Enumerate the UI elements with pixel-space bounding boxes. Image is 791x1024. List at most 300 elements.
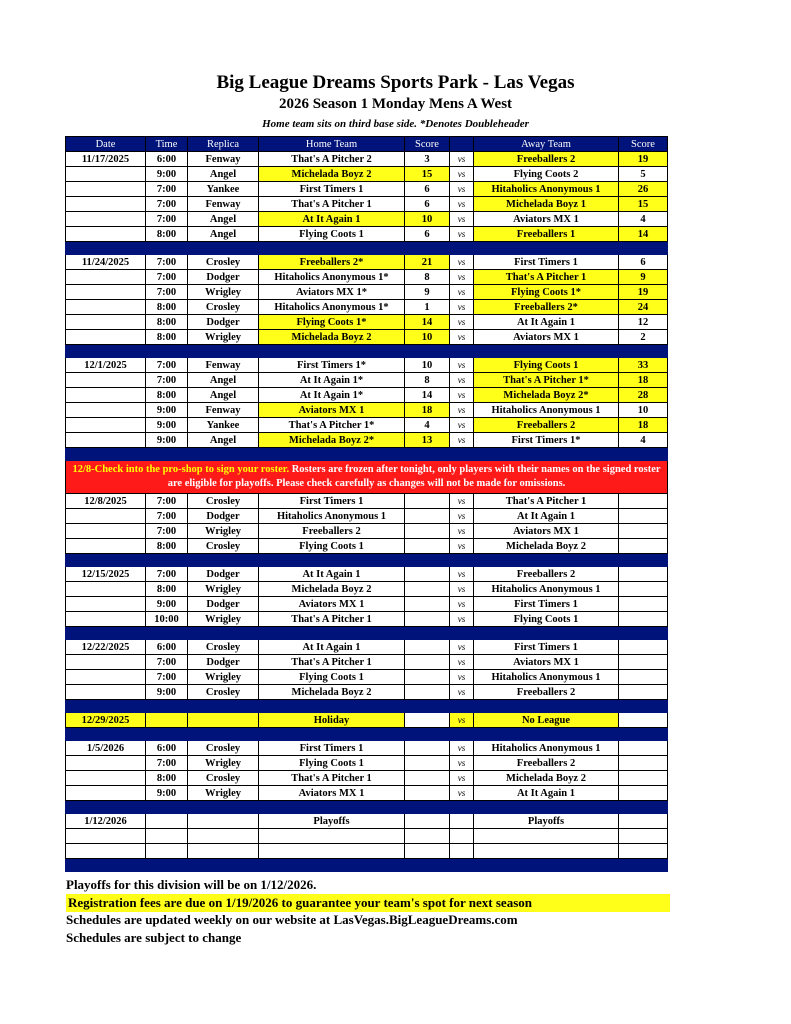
week-separator-row xyxy=(66,242,668,255)
replica-cell: Crosley xyxy=(188,539,259,554)
date-cell xyxy=(66,285,146,300)
replica-cell: Angel xyxy=(188,388,259,403)
home-team-cell: First Timers 1 xyxy=(259,741,405,756)
away-score-cell: 12 xyxy=(619,315,668,330)
week-separator-row xyxy=(66,801,668,814)
away-score-cell xyxy=(619,844,668,859)
home-score-cell: 1 xyxy=(405,300,450,315)
home-team-cell: Playoffs xyxy=(259,814,405,829)
vs-cell xyxy=(450,814,474,829)
date-cell xyxy=(66,829,146,844)
away-score-cell xyxy=(619,494,668,509)
time-cell xyxy=(146,814,188,829)
home-score-cell: 8 xyxy=(405,270,450,285)
date-cell xyxy=(66,270,146,285)
replica-cell: Angel xyxy=(188,227,259,242)
home-team-cell: Hitaholics Anonymous 1* xyxy=(259,270,405,285)
away-team-cell: Flying Coots 1* xyxy=(474,285,619,300)
away-team-cell: Michelada Boyz 2 xyxy=(474,539,619,554)
time-cell: 7:00 xyxy=(146,212,188,227)
home-team-cell: Aviators MX 1 xyxy=(259,597,405,612)
table-row xyxy=(66,373,668,388)
away-score-cell xyxy=(619,612,668,627)
home-team-cell: At It Again 1* xyxy=(259,388,405,403)
vs-cell: vs xyxy=(450,670,474,685)
date-cell xyxy=(66,786,146,801)
home-team-cell: Holiday xyxy=(259,713,405,728)
date-cell xyxy=(66,388,146,403)
table-row xyxy=(66,197,668,212)
home-team-cell: At It Again 1 xyxy=(259,212,405,227)
date-cell xyxy=(66,582,146,597)
table-row xyxy=(66,315,668,330)
table-row xyxy=(66,330,668,345)
table-row xyxy=(66,494,668,509)
table-row xyxy=(66,829,668,844)
time-cell: 8:00 xyxy=(146,539,188,554)
away-score-cell: 4 xyxy=(619,212,668,227)
time-cell: 7:00 xyxy=(146,509,188,524)
date-cell xyxy=(66,182,146,197)
away-score-cell: 26 xyxy=(619,182,668,197)
away-score-cell: 24 xyxy=(619,300,668,315)
table-row xyxy=(66,418,668,433)
time-cell: 7:00 xyxy=(146,285,188,300)
time-cell: 8:00 xyxy=(146,388,188,403)
away-team-cell: Playoffs xyxy=(474,814,619,829)
away-score-cell xyxy=(619,814,668,829)
home-score-cell xyxy=(405,509,450,524)
away-score-cell xyxy=(619,741,668,756)
time-cell: 9:00 xyxy=(146,597,188,612)
replica-cell: Dodger xyxy=(188,655,259,670)
column-header-home-score: Score xyxy=(405,137,450,152)
home-team-cell: That's A Pitcher 1 xyxy=(259,612,405,627)
home-score-cell xyxy=(405,786,450,801)
home-score-cell: 15 xyxy=(405,167,450,182)
home-score-cell xyxy=(405,582,450,597)
date-cell xyxy=(66,315,146,330)
table-row xyxy=(66,640,668,655)
replica-cell xyxy=(188,844,259,859)
separator-cell xyxy=(66,700,668,713)
home-score-cell: 4 xyxy=(405,418,450,433)
vs-cell: vs xyxy=(450,255,474,270)
vs-cell: vs xyxy=(450,582,474,597)
table-row xyxy=(66,741,668,756)
replica-cell: Yankee xyxy=(188,418,259,433)
replica-cell: Fenway xyxy=(188,358,259,373)
home-team-cell: At It Again 1* xyxy=(259,373,405,388)
vs-cell: vs xyxy=(450,167,474,182)
replica-cell: Crosley xyxy=(188,640,259,655)
away-team-cell: Michelada Boyz 1 xyxy=(474,197,619,212)
away-team-cell: Freeballers 2* xyxy=(474,300,619,315)
date-cell xyxy=(66,771,146,786)
home-team-cell xyxy=(259,844,405,859)
replica-cell: Crosley xyxy=(188,494,259,509)
footer-subject-note: Schedules are subject to change xyxy=(66,930,242,945)
away-team-cell: First Timers 1 xyxy=(474,640,619,655)
away-score-cell xyxy=(619,756,668,771)
time-cell: 9:00 xyxy=(146,167,188,182)
home-score-cell: 14 xyxy=(405,315,450,330)
home-team-cell: Michelada Boyz 2 xyxy=(259,685,405,700)
home-score-cell xyxy=(405,756,450,771)
table-row xyxy=(66,771,668,786)
home-team-cell: Michelada Boyz 2 xyxy=(259,167,405,182)
away-score-cell xyxy=(619,670,668,685)
away-score-cell xyxy=(619,539,668,554)
column-header-time: Time xyxy=(146,137,188,152)
home-team-cell: Flying Coots 1 xyxy=(259,670,405,685)
time-cell: 9:00 xyxy=(146,418,188,433)
replica-cell: Angel xyxy=(188,212,259,227)
vs-cell: vs xyxy=(450,640,474,655)
away-score-cell: 18 xyxy=(619,418,668,433)
roster-notice-text: Rosters are frozen after tonight, only players with their names on the signed roster are eligible for playoffs. Please check carefully as changes will not be made for omissions. xyxy=(167,464,661,489)
away-score-cell: 4 xyxy=(619,433,668,448)
away-score-cell xyxy=(619,786,668,801)
home-score-cell: 14 xyxy=(405,388,450,403)
replica-cell: Wrigley xyxy=(188,756,259,771)
replica-cell: Crosley xyxy=(188,771,259,786)
home-team-cell: That's A Pitcher 1 xyxy=(259,771,405,786)
vs-cell: vs xyxy=(450,655,474,670)
footer-registration-note: Registration fees are due on 1/19/2026 to guarantee your team's spot for next season xyxy=(66,894,670,912)
time-cell: 7:00 xyxy=(146,197,188,212)
table-row xyxy=(66,655,668,670)
vs-cell: vs xyxy=(450,270,474,285)
home-score-cell xyxy=(405,655,450,670)
away-team-cell: Freeballers 2 xyxy=(474,685,619,700)
table-row xyxy=(66,524,668,539)
replica-cell: Dodger xyxy=(188,509,259,524)
date-cell xyxy=(66,524,146,539)
footer-playoffs-note: Playoffs for this division will be on 1/12/2026. xyxy=(66,877,317,892)
home-score-cell xyxy=(405,567,450,582)
date-cell xyxy=(66,539,146,554)
table-row xyxy=(66,713,668,728)
table-row xyxy=(66,182,668,197)
away-team-cell: Michelada Boyz 2 xyxy=(474,771,619,786)
away-team-cell: Freeballers 1 xyxy=(474,227,619,242)
vs-cell: vs xyxy=(450,300,474,315)
away-score-cell xyxy=(619,597,668,612)
separator-cell xyxy=(66,728,668,741)
away-team-cell: Freeballers 2 xyxy=(474,756,619,771)
away-team-cell: At It Again 1 xyxy=(474,509,619,524)
time-cell: 7:00 xyxy=(146,655,188,670)
away-score-cell xyxy=(619,713,668,728)
away-score-cell xyxy=(619,524,668,539)
vs-cell: vs xyxy=(450,612,474,627)
home-team-cell xyxy=(259,829,405,844)
home-team-cell: Freeballers 2 xyxy=(259,524,405,539)
replica-cell: Fenway xyxy=(188,197,259,212)
time-cell: 8:00 xyxy=(146,315,188,330)
home-team-cell: Michelada Boyz 2* xyxy=(259,433,405,448)
date-cell xyxy=(66,433,146,448)
away-score-cell: 19 xyxy=(619,285,668,300)
home-score-cell: 6 xyxy=(405,227,450,242)
vs-cell: vs xyxy=(450,227,474,242)
home-score-cell: 10 xyxy=(405,358,450,373)
time-cell: 6:00 xyxy=(146,741,188,756)
table-row xyxy=(66,403,668,418)
replica-cell: Wrigley xyxy=(188,582,259,597)
separator-cell xyxy=(66,242,668,255)
table-row xyxy=(66,270,668,285)
date-cell xyxy=(66,655,146,670)
away-team-cell: Aviators MX 1 xyxy=(474,212,619,227)
away-score-cell: 2 xyxy=(619,330,668,345)
time-cell: 9:00 xyxy=(146,786,188,801)
away-score-cell: 19 xyxy=(619,152,668,167)
table-row xyxy=(66,582,668,597)
week-separator-row xyxy=(66,700,668,713)
date-cell: 12/1/2025 xyxy=(66,358,146,373)
away-team-cell: First Timers 1 xyxy=(474,597,619,612)
replica-cell: Fenway xyxy=(188,403,259,418)
week-separator-row xyxy=(66,345,668,358)
home-team-cell: That's A Pitcher 1 xyxy=(259,655,405,670)
home-score-cell xyxy=(405,597,450,612)
date-cell xyxy=(66,197,146,212)
away-score-cell: 10 xyxy=(619,403,668,418)
home-score-cell xyxy=(405,814,450,829)
away-score-cell: 14 xyxy=(619,227,668,242)
time-cell: 8:00 xyxy=(146,330,188,345)
table-row xyxy=(66,433,668,448)
home-team-cell: Michelada Boyz 2 xyxy=(259,582,405,597)
time-cell: 6:00 xyxy=(146,640,188,655)
home-team-cell: Michelada Boyz 2 xyxy=(259,330,405,345)
table-row xyxy=(66,597,668,612)
time-cell: 7:00 xyxy=(146,182,188,197)
replica-cell xyxy=(188,814,259,829)
vs-cell: vs xyxy=(450,197,474,212)
replica-cell: Dodger xyxy=(188,315,259,330)
away-score-cell xyxy=(619,567,668,582)
schedule-body xyxy=(66,152,668,872)
away-team-cell: Flying Coots 1 xyxy=(474,612,619,627)
home-team-cell: That's A Pitcher 1* xyxy=(259,418,405,433)
away-score-cell: 28 xyxy=(619,388,668,403)
time-cell: 7:00 xyxy=(146,494,188,509)
table-row xyxy=(66,300,668,315)
replica-cell: Crosley xyxy=(188,685,259,700)
away-team-cell: Flying Coots 1 xyxy=(474,358,619,373)
separator-cell xyxy=(66,627,668,640)
away-score-cell: 33 xyxy=(619,358,668,373)
away-team-cell: No League xyxy=(474,713,619,728)
table-row xyxy=(66,388,668,403)
table-row xyxy=(66,509,668,524)
vs-cell: vs xyxy=(450,567,474,582)
replica-cell: Wrigley xyxy=(188,330,259,345)
time-cell: 8:00 xyxy=(146,300,188,315)
table-row xyxy=(66,167,668,182)
home-score-cell xyxy=(405,829,450,844)
away-team-cell: That's A Pitcher 1 xyxy=(474,494,619,509)
time-cell: 10:00 xyxy=(146,612,188,627)
home-team-cell: Aviators MX 1* xyxy=(259,285,405,300)
vs-cell: vs xyxy=(450,741,474,756)
replica-cell: Wrigley xyxy=(188,612,259,627)
home-team-cell: That's A Pitcher 1 xyxy=(259,197,405,212)
time-cell: 7:00 xyxy=(146,255,188,270)
separator-cell xyxy=(66,554,668,567)
replica-cell: Angel xyxy=(188,433,259,448)
column-header-date: Date xyxy=(66,137,146,152)
home-score-cell xyxy=(405,713,450,728)
vs-cell: vs xyxy=(450,597,474,612)
replica-cell xyxy=(188,829,259,844)
away-team-cell: Hitaholics Anonymous 1 xyxy=(474,403,619,418)
time-cell xyxy=(146,829,188,844)
away-team-cell: Freeballers 2 xyxy=(474,567,619,582)
home-team-cell: Hitaholics Anonymous 1 xyxy=(259,509,405,524)
table-row xyxy=(66,227,668,242)
away-team-cell xyxy=(474,844,619,859)
time-cell: 7:00 xyxy=(146,373,188,388)
column-header-home-team: Home Team xyxy=(259,137,405,152)
home-team-cell: Flying Coots 1 xyxy=(259,756,405,771)
date-cell xyxy=(66,418,146,433)
vs-cell: vs xyxy=(450,685,474,700)
home-team-cell: First Timers 1* xyxy=(259,358,405,373)
away-score-cell: 9 xyxy=(619,270,668,285)
week-separator-row xyxy=(66,627,668,640)
home-team-cell: Aviators MX 1 xyxy=(259,786,405,801)
home-score-cell xyxy=(405,741,450,756)
replica-cell: Wrigley xyxy=(188,524,259,539)
roster-notice-lead: 12/8-Check into the pro-shop to sign your roster. xyxy=(72,464,290,475)
home-score-cell: 18 xyxy=(405,403,450,418)
vs-cell: vs xyxy=(450,771,474,786)
home-team-cell: First Timers 1 xyxy=(259,182,405,197)
away-score-cell xyxy=(619,655,668,670)
away-team-cell: Hitaholics Anonymous 1 xyxy=(474,741,619,756)
home-team-cell: First Timers 1 xyxy=(259,494,405,509)
date-cell xyxy=(66,212,146,227)
table-row xyxy=(66,844,668,859)
column-header-away-team: Away Team xyxy=(474,137,619,152)
home-score-cell: 8 xyxy=(405,373,450,388)
time-cell xyxy=(146,844,188,859)
date-cell xyxy=(66,844,146,859)
vs-cell: vs xyxy=(450,539,474,554)
date-cell: 12/29/2025 xyxy=(66,713,146,728)
roster-notice-row xyxy=(66,461,668,494)
vs-cell: vs xyxy=(450,152,474,167)
home-score-cell xyxy=(405,524,450,539)
replica-cell: Fenway xyxy=(188,152,259,167)
home-score-cell xyxy=(405,539,450,554)
week-separator-row xyxy=(66,859,668,872)
date-cell: 11/17/2025 xyxy=(66,152,146,167)
separator-cell xyxy=(66,859,668,872)
table-row xyxy=(66,152,668,167)
home-team-cell: Flying Coots 1 xyxy=(259,227,405,242)
away-team-cell: That's A Pitcher 1 xyxy=(474,270,619,285)
away-team-cell: Aviators MX 1 xyxy=(474,524,619,539)
time-cell: 6:00 xyxy=(146,152,188,167)
home-score-cell xyxy=(405,612,450,627)
time-cell: 7:00 xyxy=(146,670,188,685)
vs-cell: vs xyxy=(450,524,474,539)
away-team-cell: Aviators MX 1 xyxy=(474,330,619,345)
date-cell xyxy=(66,612,146,627)
replica-cell: Dodger xyxy=(188,597,259,612)
vs-cell: vs xyxy=(450,433,474,448)
date-cell xyxy=(66,756,146,771)
home-score-cell xyxy=(405,640,450,655)
replica-cell: Dodger xyxy=(188,567,259,582)
table-row xyxy=(66,670,668,685)
away-team-cell: Hitaholics Anonymous 1 xyxy=(474,670,619,685)
away-score-cell: 6 xyxy=(619,255,668,270)
date-cell xyxy=(66,403,146,418)
vs-cell: vs xyxy=(450,509,474,524)
away-team-cell: Freeballers 2 xyxy=(474,418,619,433)
table-row xyxy=(66,212,668,227)
home-score-cell: 3 xyxy=(405,152,450,167)
vs-cell: vs xyxy=(450,212,474,227)
away-team-cell: First Timers 1* xyxy=(474,433,619,448)
home-score-cell xyxy=(405,494,450,509)
week-separator-row xyxy=(66,728,668,741)
away-score-cell: 15 xyxy=(619,197,668,212)
column-header-vs xyxy=(450,137,474,152)
home-team-cell: Freeballers 2* xyxy=(259,255,405,270)
away-team-cell: At It Again 1 xyxy=(474,786,619,801)
replica-cell: Angel xyxy=(188,167,259,182)
date-cell xyxy=(66,300,146,315)
date-cell xyxy=(66,509,146,524)
date-cell xyxy=(66,597,146,612)
away-score-cell xyxy=(619,582,668,597)
time-cell: 7:00 xyxy=(146,567,188,582)
replica-cell: Wrigley xyxy=(188,670,259,685)
time-cell: 8:00 xyxy=(146,771,188,786)
home-score-cell: 13 xyxy=(405,433,450,448)
home-score-cell xyxy=(405,685,450,700)
date-cell: 12/8/2025 xyxy=(66,494,146,509)
page-title: Big League Dreams Sports Park - Las Vegas xyxy=(216,72,575,93)
vs-cell: vs xyxy=(450,285,474,300)
home-score-cell: 10 xyxy=(405,330,450,345)
table-row xyxy=(66,567,668,582)
home-team-cell: Hitaholics Anonymous 1* xyxy=(259,300,405,315)
away-score-cell: 5 xyxy=(619,167,668,182)
replica-cell: Wrigley xyxy=(188,786,259,801)
vs-cell: vs xyxy=(450,713,474,728)
table-row xyxy=(66,814,668,829)
away-team-cell: First Timers 1 xyxy=(474,255,619,270)
week-separator-row xyxy=(66,554,668,567)
home-score-cell: 21 xyxy=(405,255,450,270)
home-score-cell xyxy=(405,844,450,859)
date-cell: 1/12/2026 xyxy=(66,814,146,829)
away-team-cell: Flying Coots 2 xyxy=(474,167,619,182)
vs-cell: vs xyxy=(450,403,474,418)
date-cell xyxy=(66,167,146,182)
table-header-row xyxy=(66,137,668,152)
vs-cell: vs xyxy=(450,756,474,771)
away-team-cell: At It Again 1 xyxy=(474,315,619,330)
